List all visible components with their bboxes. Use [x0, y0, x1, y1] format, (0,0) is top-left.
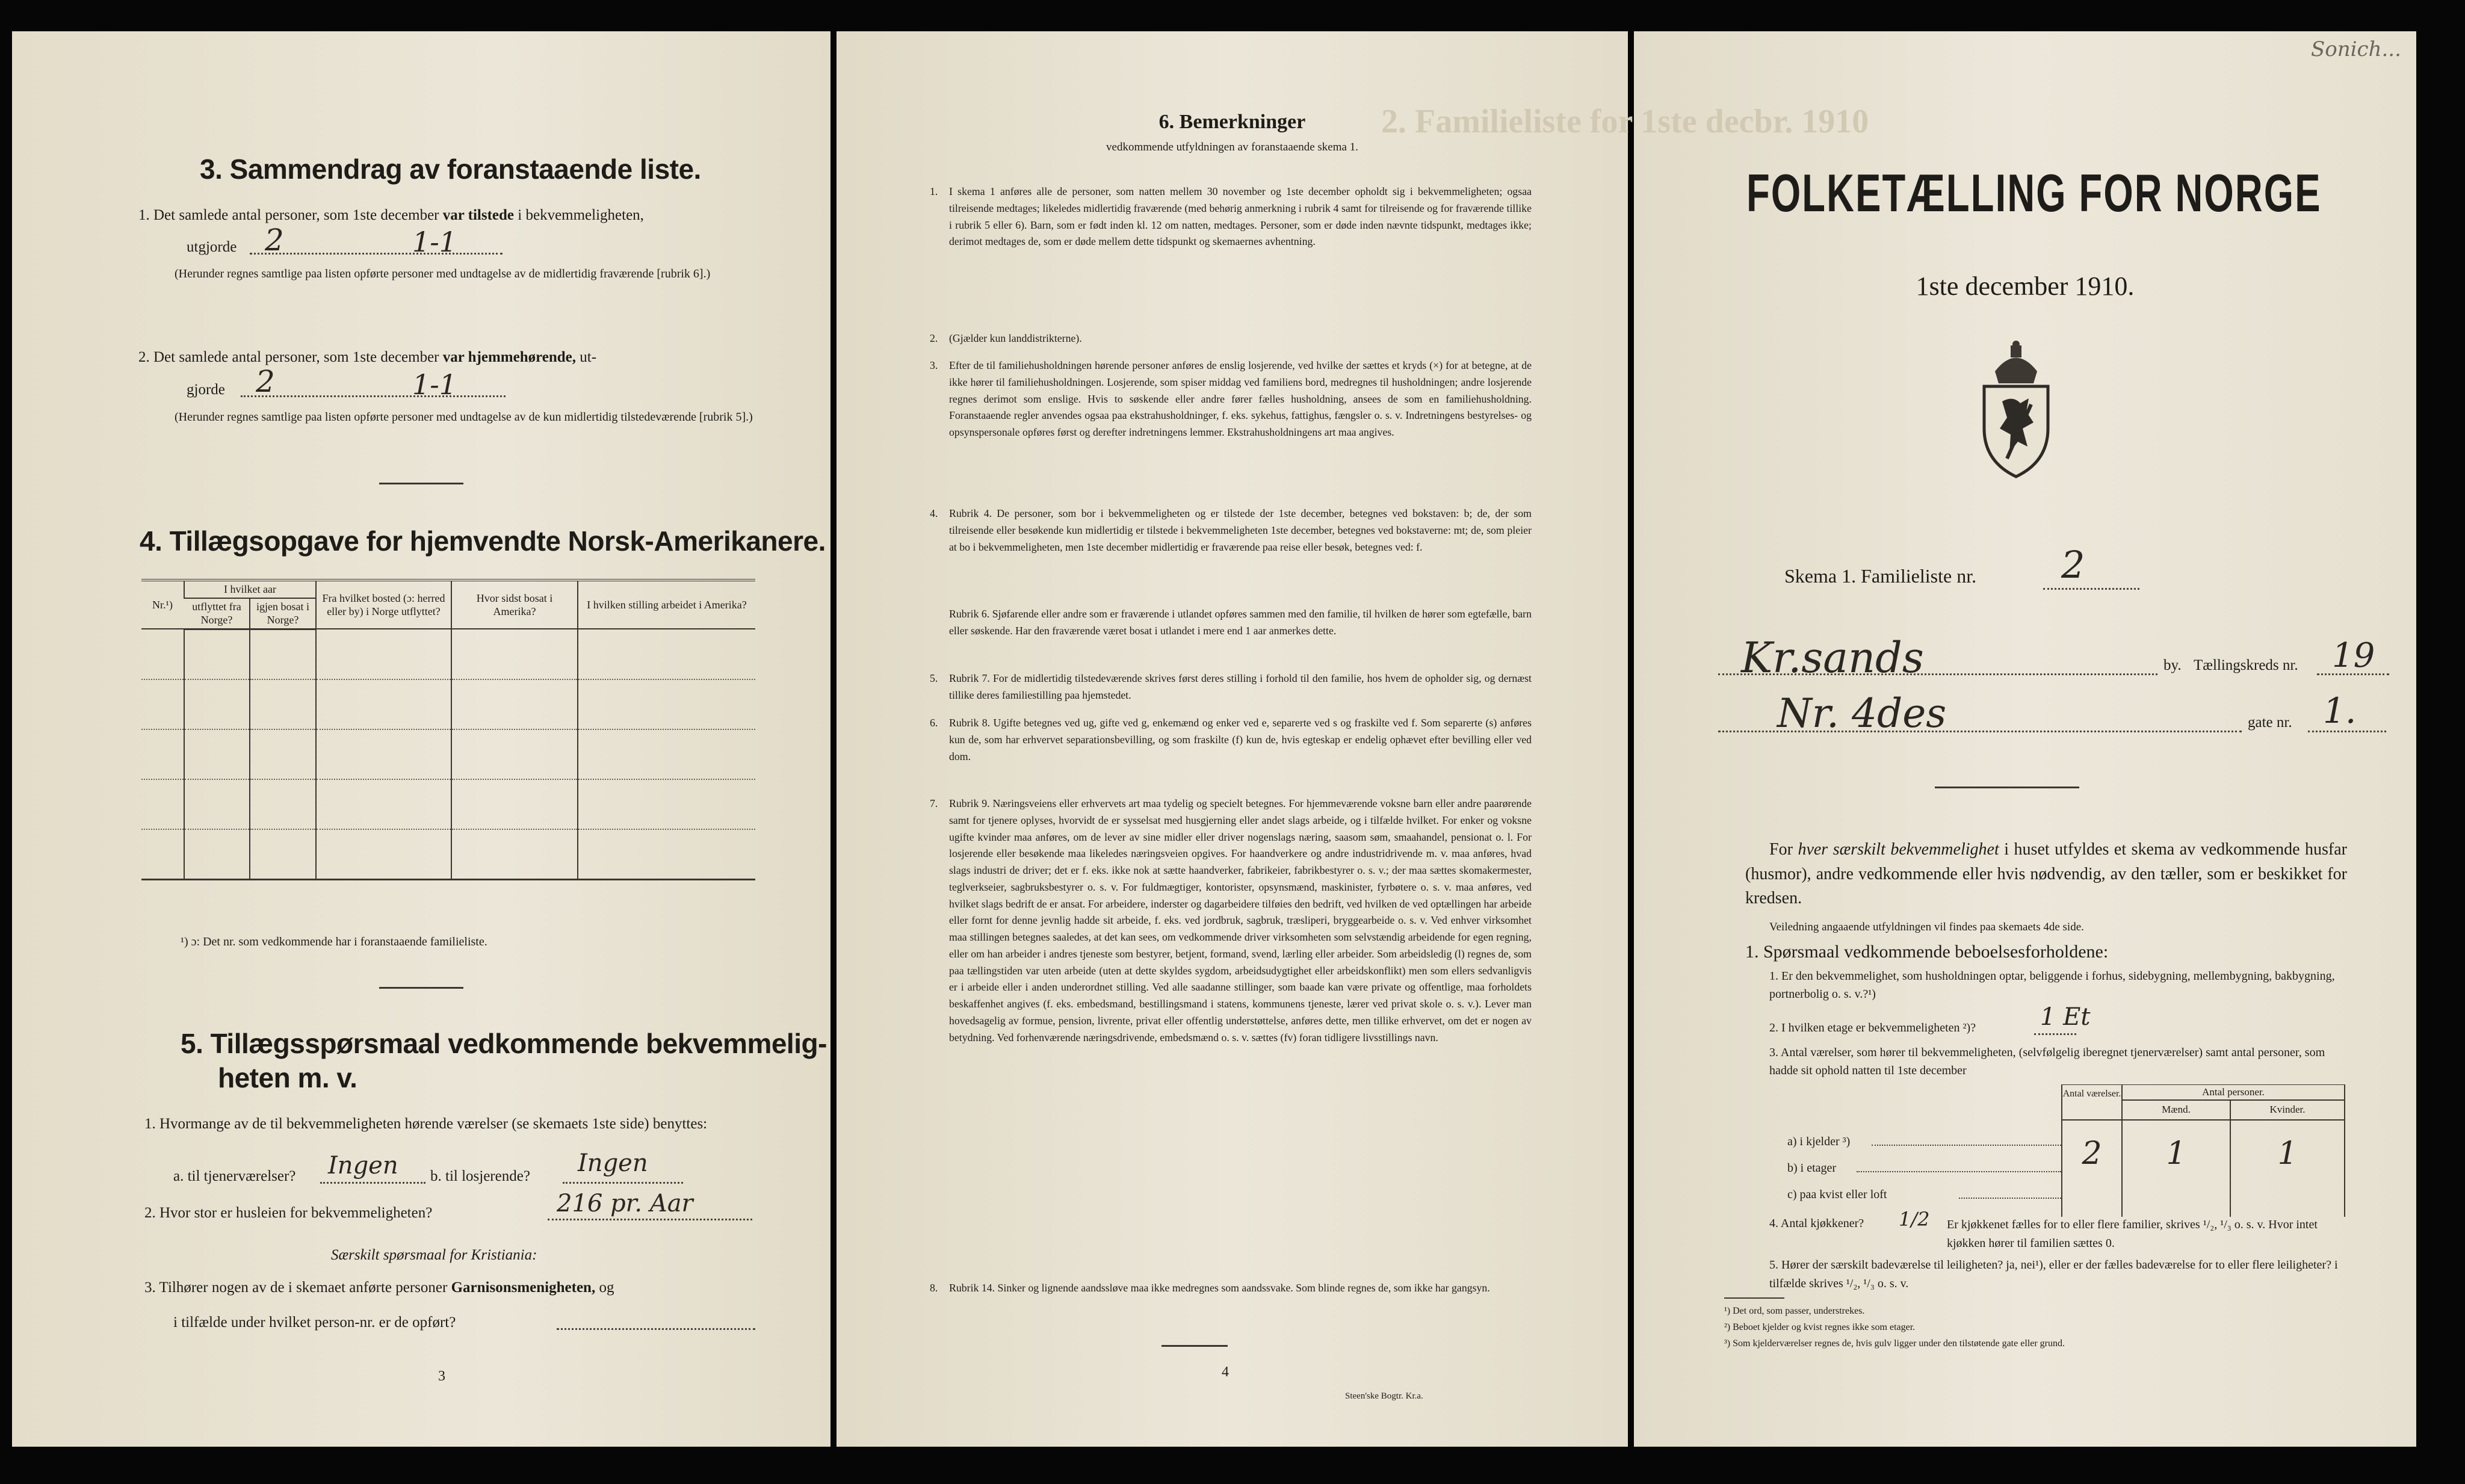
remark-item: 7. Rubrik 9. Næringsveiens eller erhvervets art maa tydelig og specielt betegnes. For hjemmeværende voksne barn eller andre paarørende samt for tjenere oplyses, hvorvidt de er sysselsat med husgjerning eller andet slags arbeide, og i tilfælde hvilket. For enker og voksne ugifte kvinder maa anføres, om de lever av sine midler eller driver nogenslags næring, saasom søm, smaahandel, pensionat o. l. For losjerende eller besøkende maa likeledes næringsveien opgives. For haandverkere og andre industridrivende m. v. maa anføres, hvad slags industri de driver; det er f. eks. ikke nok at sætte haandverker, fabrikeier, fabrikbestyrer o. s. v.; der maa sættes skomakermester, teglverkseier, sagbruksbestyrer o. s. v. For fuldmægtiger, kontorister, opsynsmænd, maskinister, fyrbøtere o. s. v. maa anføres, ved hvilket slags bedrift de er ansat. For arbeidere, inderster og dagarbeidere tilføies den bedrift, ved hvilken de ved optællingen har arbeide eller fornt for denne jevnlig hadde sit arbeide, f. eks. ved jordbruk, sagbruk, træsliperi, bryggearbeide o. s. v. Ved enhver virksomhet maa stillingen betegnes saaledes, at det kan sees, om vedkommende driver virksomheten som selvstændig arbeidende for egen regning, eller om han arbeider i andres tjeneste som bestyrer, betjent, formand, svend, lærling eller arbeider. Som arbeidsledig (l) regnes de, som paa tællingstiden var uten arbeide (uten at dette skyldes sygdom, arbeidsudygtighet eller arbeidskonflikt) men som ellers sedvanligvis er i arbeide eller i anden underordnet stilling. Ved alle saadanne stillinger, som baade kan være private og offentlige, maa forholdets beskaffenhet angives (f. eks. embedsmand, bestillingsmand i statens, kommunens tjeneste, lærer ved privat skole o. s. v.). Lever man hovedsagelig av formue, pension, livrente, privat eller offentlig understøttelse, anføres dette, men tillike erhvervet, om det er nogen av betydning. Ved forhenværende næringsdrivende, embedsmænd o. s. v. sættes (fv) foran tidligere livsstillings navn.: [930, 797, 1532, 1043]
divider: [1935, 787, 2079, 788]
section-5-title-2: heten m. v.: [218, 1062, 357, 1093]
divider: [379, 987, 463, 989]
norway-coat-of-arms-icon: [1971, 338, 2061, 480]
gate-label: gate nr.: [2248, 714, 2292, 731]
s3-q1-value2: 1-1: [412, 226, 457, 258]
remark-item: 2. (Gjælder kun landdistrikterne).: [930, 332, 1082, 344]
page-number: 4: [1222, 1364, 1229, 1380]
skema-line: [2043, 588, 2139, 590]
rooms-table-rule: [2123, 1099, 2344, 1101]
row-a-label: a) i kjelder ³): [1787, 1135, 1851, 1148]
question-5: 5. Hører der særskilt badeværelse til leiligheten? ja, nei¹), eller er der fælles badeværelse for to eller flere leiligheter? i tilfælde skrives ¹/₂, ¹/₃ o. s. v.: [1769, 1258, 2338, 1290]
row-a-dots: [1872, 1145, 2061, 1146]
table-row: [141, 729, 755, 779]
table-header-row: [141, 580, 755, 598]
table-row: [141, 779, 755, 829]
col-utflyttet: utflyttet fra Norge?: [184, 598, 250, 629]
section-4-title: 4. Tillægsopgave for hjemvendte Norsk-Amerikanere.: [140, 525, 826, 557]
ghost-text: 2. Familieliste for 1ste decbr. 1910: [1381, 103, 1869, 140]
col-group-year: I hvilket aar: [184, 580, 316, 598]
remark-item: Rubrik 6. Sjøfarende eller andre som er fraværende i utlandet opføres sammen med den familie, til hvilken de hører som egtefælle, barn eller søskende. Har den fraværende været bosat i utlandet i mere end 1 aar anmerkes dette.: [949, 608, 1532, 637]
kreds-label: Tællingskreds nr.: [2194, 657, 2298, 673]
s5-q2-line: [548, 1219, 752, 1220]
remark-item: 8. Rubrik 14. Sinker og lignende aandssløve maa ikke medregnes som aandssvake. Som blinde regnes de, som ikke har gangsyn.: [930, 1282, 1490, 1294]
divider: [1724, 1297, 1784, 1299]
kreds-value: 19: [2332, 636, 2375, 675]
rooms-table-rule: [2061, 1119, 2344, 1121]
remark-item: 6. Rubrik 8. Ugifte betegnes ved ug, gifte ved g, enkemænd og enker ved e, separerte ved s og fraskilte ved f. Som separerte (s) anføres kun de, som har erhvervet separationsbevilling, og som fraskilte (f) kun de, hvis egteskap er endelig ophævet efter bevilling eller ved dom.: [930, 717, 1532, 762]
s5-q2: 2. Hvor stor er husleien for bekvemmeligheten?: [144, 1205, 433, 1221]
col-antal-vaerelser: Antal værelser.: [2062, 1089, 2121, 1099]
corner-note: Sonich...: [2311, 37, 2401, 61]
col-nr: Nr.¹): [141, 580, 184, 629]
s3-q2-value2: 1-1: [412, 368, 457, 401]
s3-q2-line: [241, 395, 506, 397]
s3-q1-value: 2: [265, 223, 284, 258]
skema-label: Skema 1. Familieliste nr.: [1784, 565, 1977, 587]
row-b-label: b) i etager: [1787, 1161, 1837, 1175]
col-stilling: I hvilken stilling arbeidet i Amerika?: [578, 580, 755, 629]
table-row: [141, 679, 755, 729]
s5-q1b-line: [563, 1182, 683, 1184]
s5-q3-line: [557, 1328, 755, 1330]
remark-item: 1. I skema 1 anføres alle de personer, som natten mellem 30 november og 1ste december opholdt sig i bekvemmeligheten; ogsaa tilreisende medtages; likeledes midlertidig fraværende (med behørig anmerkning i rubrik 4 samt for tilreisende og for fraværende tillike i rubrik 5 eller 6). Barn, som er født inden kl. 12 om natten, medtages. Personer, som er døde inden nævnte tidspunkt, medtages ikke; derimot medtages de, som er døde mellem dette tidspunkt og skemaernes avhentning.: [930, 185, 1532, 248]
footnote-1: ¹) Det ord, som passer, understrekes.: [1724, 1306, 1865, 1316]
page-number: 3: [438, 1368, 445, 1384]
women-b-value: 1: [2277, 1136, 2298, 1172]
s5-q1a-value: Ingen: [328, 1152, 398, 1179]
remark-item: 5. Rubrik 7. For de midlertidig tilstedeværende skrives først deres stilling i forhold til den familie, hos hvem de opholder sig, og dernæst tillike deres familiestilling paa hjemstedet.: [930, 672, 1532, 701]
intro-note: Veiledning angaaende utfyldningen vil findes paa skemaets 4de side.: [1769, 921, 2084, 933]
col-hvor: Hvor sidst bosat i Amerika?: [451, 580, 578, 629]
rooms-table-top: [2061, 1084, 2344, 1085]
table-row: [141, 629, 755, 679]
gate-value: 1.: [2323, 690, 2357, 731]
s5-q2-value: 216 pr. Aar: [557, 1190, 693, 1217]
page-3: [12, 31, 830, 1447]
by-label: by.: [2163, 657, 2182, 673]
s3-q1-note: (Herunder regnes samtlige paa listen opførte personer med undtagelse av de midlertidig fraværende [rubrik 6].): [175, 267, 711, 280]
s5-q1a: a. til tjenerværelser?: [173, 1168, 296, 1184]
table-row: [141, 829, 755, 880]
questions-heading: 1. Spørsmaal vedkommende beboelsesforholdene:: [1745, 942, 2109, 962]
question-4: 4. Antal kjøkkener?: [1769, 1217, 1864, 1230]
s4-footnote: ¹) ɔ: Det nr. som vedkommende har i foranstaaende familieliste.: [181, 935, 487, 948]
question-2: 2. I hvilken etage er bekvemmeligheten ²)?: [1769, 1021, 1976, 1034]
men-b-value: 1: [2166, 1136, 2186, 1172]
col-fra: Fra hvilket bosted (ɔ: herred eller by) i Norge utflyttet?: [316, 580, 451, 629]
s3-q2: 2. Det samlede antal personer, som 1ste december var hjemmehørende, ut-: [138, 349, 597, 365]
s5-kristiania: Særskilt spørsmaal for Kristiania:: [331, 1247, 537, 1263]
norsk-amerikanere-table: [141, 579, 755, 880]
s5-q3-cont: i tilfælde under hvilket person-nr. er de opført?: [173, 1314, 456, 1331]
rooms-b-value: 2: [2082, 1136, 2102, 1172]
col-maend: Mænd.: [2162, 1104, 2191, 1115]
question-1: 1. Er den bekvemmelighet, som husholdningen optar, beliggende i forhus, sidebygning, mellembygning, bakbygning, portnerbolig o. s. v.?¹): [1769, 969, 2335, 1001]
remark-item: 4. Rubrik 4. De personer, som bor i bekvemmeligheten og er tilstede der 1ste december, betegnes ved bokstaven: b; de, der som tilreisende eller besøkende kun midlertidig er tilstede i bekvemmeligheten 1ste december, betegnes ved bokstaverne: mt; de, som pleier at bo i bekvemmeligheten, men 1ste december midlertidig er fraværende paa reise eller besøk, betegnes ved: f.: [930, 507, 1532, 553]
question-4-note: Er kjøkkenet fælles for to eller flere familier, skrives ¹/₂, ¹/₃ o. s. v. Hvor intet kjøkken hører til familien sættes 0.: [1947, 1218, 2318, 1250]
q4-value: 1/2: [1899, 1208, 1930, 1231]
main-date: 1ste december 1910.: [1916, 271, 2135, 301]
s3-q1-line: [250, 253, 503, 255]
remarks-title: 6. Bemerkninger: [1158, 111, 1306, 133]
col-antal-personer: Antal personer.: [2202, 1086, 2265, 1098]
remarks-subtitle: vedkommende utfyldningen av foranstaaende skema 1.: [1106, 141, 1358, 153]
skema-value: 2: [2061, 543, 2085, 587]
q2-line: [2034, 1033, 2076, 1035]
section-5-title-1: 5. Tillægsspørsmaal vedkommende bekvemmelig-: [181, 1028, 827, 1059]
s3-q2-note: (Herunder regnes samtlige paa listen opførte personer med undtagelse av de kun midlertidig tilstedeværende [rubrik 5].): [175, 410, 753, 424]
main-title: FOLKETÆLLING FOR NORGE: [1746, 163, 2322, 223]
s5-q1a-line: [320, 1182, 425, 1184]
s5-q1: 1. Hvormange av de til bekvemmeligheten hørende værelser (se skemaets 1ste side) benyttes:: [144, 1116, 708, 1132]
divider: [1161, 1345, 1228, 1347]
col-kvinder: Kvinder.: [2269, 1104, 2306, 1115]
printer-mark: Steen'ske Bogtr. Kr.a.: [1345, 1391, 1423, 1401]
s3-q2-value: 2: [256, 364, 275, 399]
page-4: [837, 31, 1628, 1447]
s3-q1: 1. Det samlede antal personer, som 1ste december var tilstede i bekvemmeligheten,: [138, 207, 644, 223]
s5-q1b: b. til losjerende?: [430, 1168, 530, 1184]
rooms-table-border: [2344, 1084, 2345, 1217]
q2-value: 1 Et: [2040, 1003, 2091, 1031]
remark-item: 3. Efter de til familiehusholdningen hørende personer anføres de enslig losjerende, ved hvilke der sættes et kryds (×) for at betegne, at de ikke hører til familiehusholdningen. Losjerende, som spiser middag ved familiens bord, medregnes til husholdningen; andre losjerende regnes derimot som enslige. Hvis to søskende eller andre fører fælles husholdning, ansees de som en familiehusholdning. Foranstaaende regler anvendes ogsaa paa ekstrahusholdninger, f. eks. sykehus, fattighus, fængsler o. s. v. Indretningens bestyrelses- og opsynspersonale opføres først og derefter indretningens lemmer. Ekstrahusholdningens art maa angives.: [930, 359, 1532, 438]
s5-q1b-value: Ingen: [578, 1149, 648, 1177]
divider: [379, 483, 463, 484]
footnote-3: ³) Som kjelderværelser regnes de, hvis gulv ligger under den tilstøtende gate eller grund.: [1724, 1338, 2065, 1349]
footnote-2: ²) Beboet kjelder og kvist regnes ikke som etager.: [1724, 1322, 1916, 1332]
row-c-dots: [1959, 1198, 2061, 1199]
col-igjen: igjen bosat i Norge?: [250, 598, 316, 629]
intro-text: For hver særskilt bekvemmelighet i huset utfyldes et skema av vedkommende husfar (husmor), andre vedkommende eller hvis nødvendig, av den tæller, som er beskikket for kredsen.: [1745, 840, 2347, 908]
s3-q2-label: gjorde: [187, 382, 225, 398]
street-value: Nr. 4des: [1777, 690, 1947, 737]
row-b-dots: [1857, 1171, 2061, 1172]
city-value: Kr.sands: [1741, 633, 1924, 682]
question-3: 3. Antal værelser, som hører til bekvemmeligheten, (selvfølgelig iberegnet tjenerværelser) samt antal personer, som hadde sit ophold natten til 1ste december: [1769, 1046, 2325, 1077]
section-3-title: 3. Sammendrag av foranstaaende liste.: [200, 153, 701, 185]
s3-q1-label: utgjorde: [187, 239, 237, 255]
s5-q3: 3. Tilhører nogen av de i skemaet anførte personer Garnisonsmenigheten, og: [144, 1279, 614, 1296]
row-c-label: c) paa kvist eller loft: [1787, 1188, 1887, 1201]
